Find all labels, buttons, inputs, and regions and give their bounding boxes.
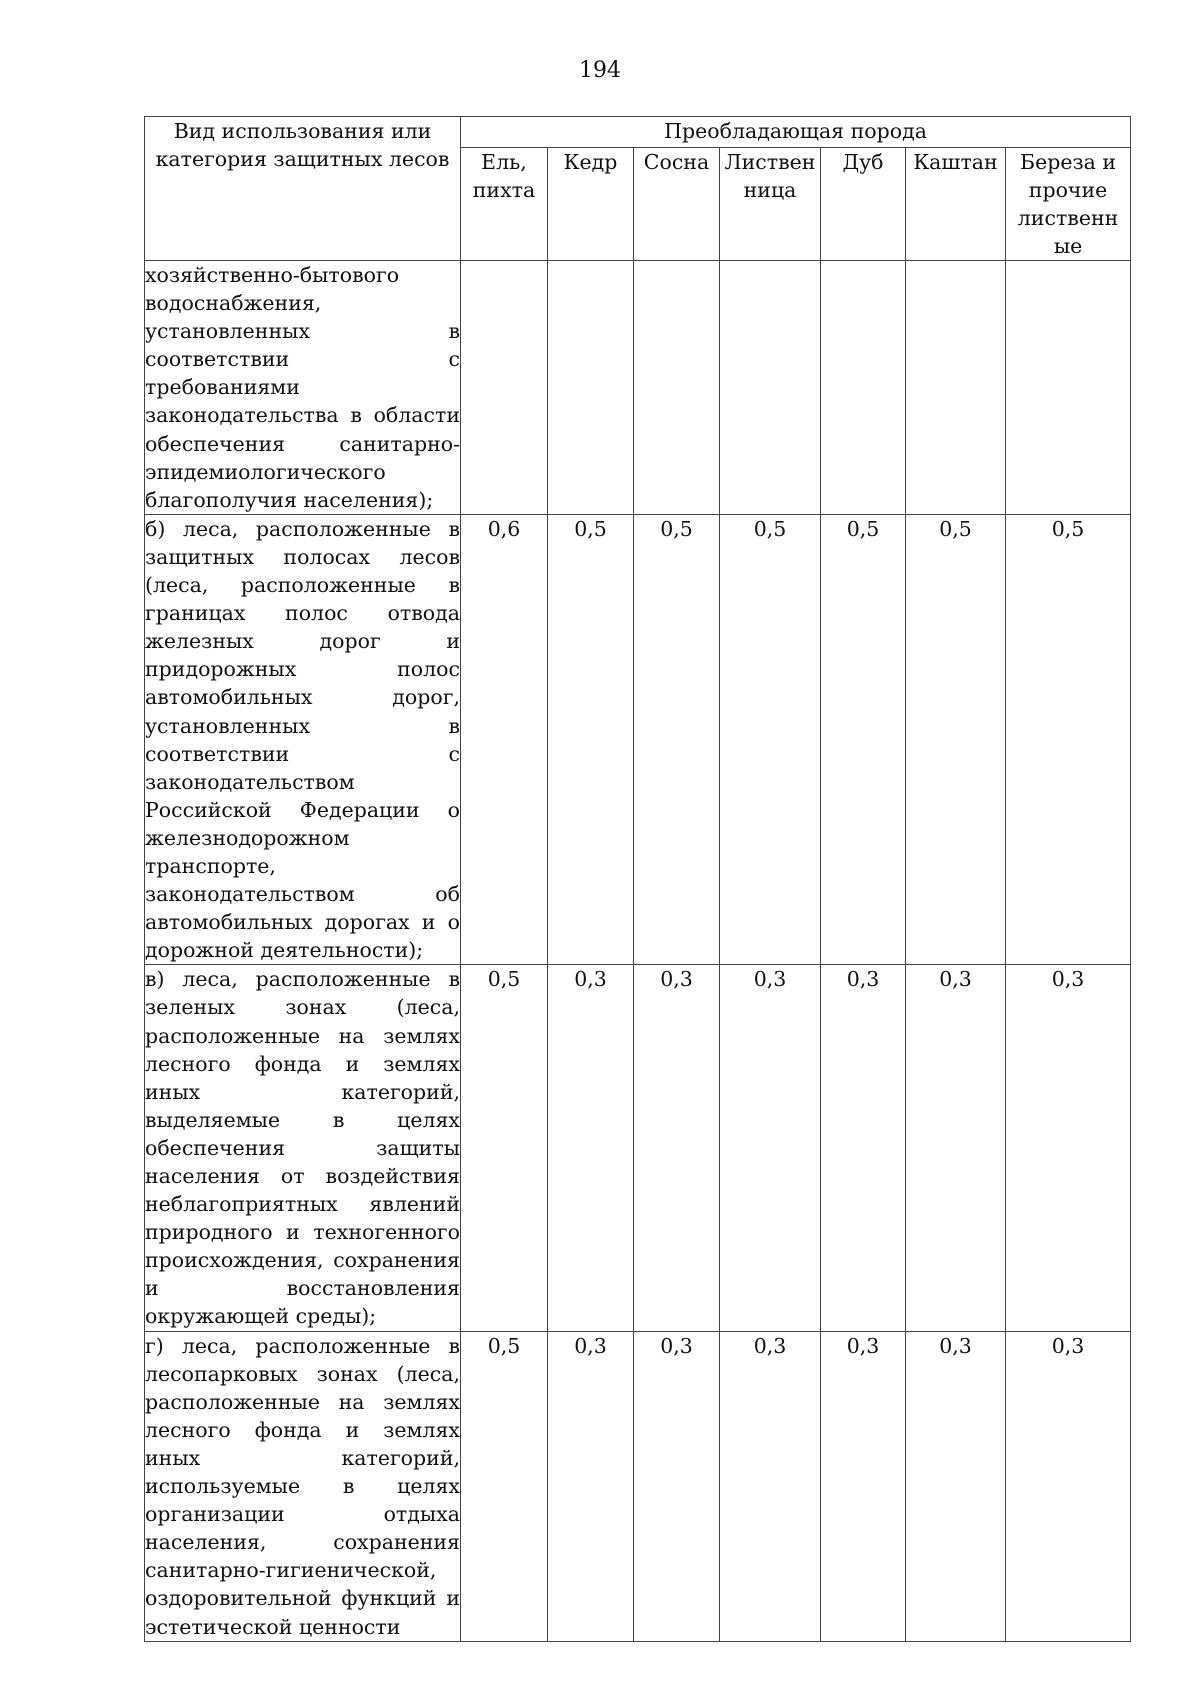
column-header-larch: Листвен ница <box>720 148 821 261</box>
table-cell: 0,3 <box>720 965 821 1331</box>
table-cell: 0,3 <box>906 965 1006 1331</box>
table-cell <box>548 261 634 515</box>
table-cell <box>821 261 906 515</box>
table-cell: 0,3 <box>821 1331 906 1641</box>
table-row <box>145 1331 1131 1641</box>
table-cell: 0,3 <box>821 965 906 1331</box>
table-cell: 0,3 <box>634 965 720 1331</box>
header-usage-category: Вид использования или категория защитных лесов <box>145 117 461 261</box>
page-number: 194 <box>579 58 621 83</box>
row-description: г) леса, расположенные в лесопарковых зонах (леса, расположенные на землях лесного фонда и землях иных категорий, используемые в целях организации отдыха населения, сохранения санитарно-гигиенической, оздоровительной функций и эстетической ценности <box>145 1331 461 1641</box>
table-cell: 0,3 <box>906 1331 1006 1641</box>
header-dominant-species: Преобладающая порода <box>461 117 1131 148</box>
table-cell: 0,3 <box>1006 965 1131 1331</box>
table-row <box>145 965 1131 1331</box>
row-description: хозяйственно-бытового водоснабжения, установленных в соответствии с требованиями законодательства в области обеспечения санитарно-эпидемиологического благополучия населения); <box>145 261 461 515</box>
table-cell <box>461 261 548 515</box>
table-cell: 0,3 <box>720 1331 821 1641</box>
table-cell <box>1006 261 1131 515</box>
column-header-spruce-fir: Ель, пихта <box>461 148 548 261</box>
table-cell: 0,3 <box>548 965 634 1331</box>
table-cell: 0,5 <box>1006 514 1131 965</box>
table-cell: 0,5 <box>548 514 634 965</box>
row-description: б) леса, расположенные в защитных полосах лесов (леса, расположенные в границах полос отвода железных дорог и придорожных полос автомобильных дорог, установленных в соответствии с законодательством Российской Федерации о железнодорожном транспорте, законодательством об автомобильных дорогах и о дорожной деятельности); <box>145 514 461 965</box>
table-cell <box>720 261 821 515</box>
forest-norms-table <box>144 116 1131 1642</box>
table-cell: 0,5 <box>720 514 821 965</box>
table-cell: 0,3 <box>634 1331 720 1641</box>
table-cell: 0,5 <box>634 514 720 965</box>
column-header-oak: Дуб <box>821 148 906 261</box>
column-header-chestnut: Каштан <box>906 148 1006 261</box>
row-description: в) леса, расположенные в зеленых зонах (леса, расположенные на землях лесного фонда и землях иных категорий, выделяемые в целях обеспечения защиты населения от воздействия неблагоприятных явлений природного и техногенного происхождения, сохранения и восстановления окружающей среды); <box>145 965 461 1331</box>
table-cell: 0,6 <box>461 514 548 965</box>
table-cell: 0,5 <box>821 514 906 965</box>
table-cell: 0,3 <box>1006 1331 1131 1641</box>
table-cell: 0,5 <box>906 514 1006 965</box>
column-header-cedar: Кедр <box>548 148 634 261</box>
table-row <box>145 261 1131 515</box>
table-cell: 0,5 <box>461 1331 548 1641</box>
table-cell: 0,3 <box>548 1331 634 1641</box>
column-header-birch-other: Береза и прочие лиственн ые <box>1006 148 1131 261</box>
table-cell <box>906 261 1006 515</box>
table-cell: 0,5 <box>461 965 548 1331</box>
table-row <box>145 514 1131 965</box>
column-header-pine: Сосна <box>634 148 720 261</box>
table-cell <box>634 261 720 515</box>
